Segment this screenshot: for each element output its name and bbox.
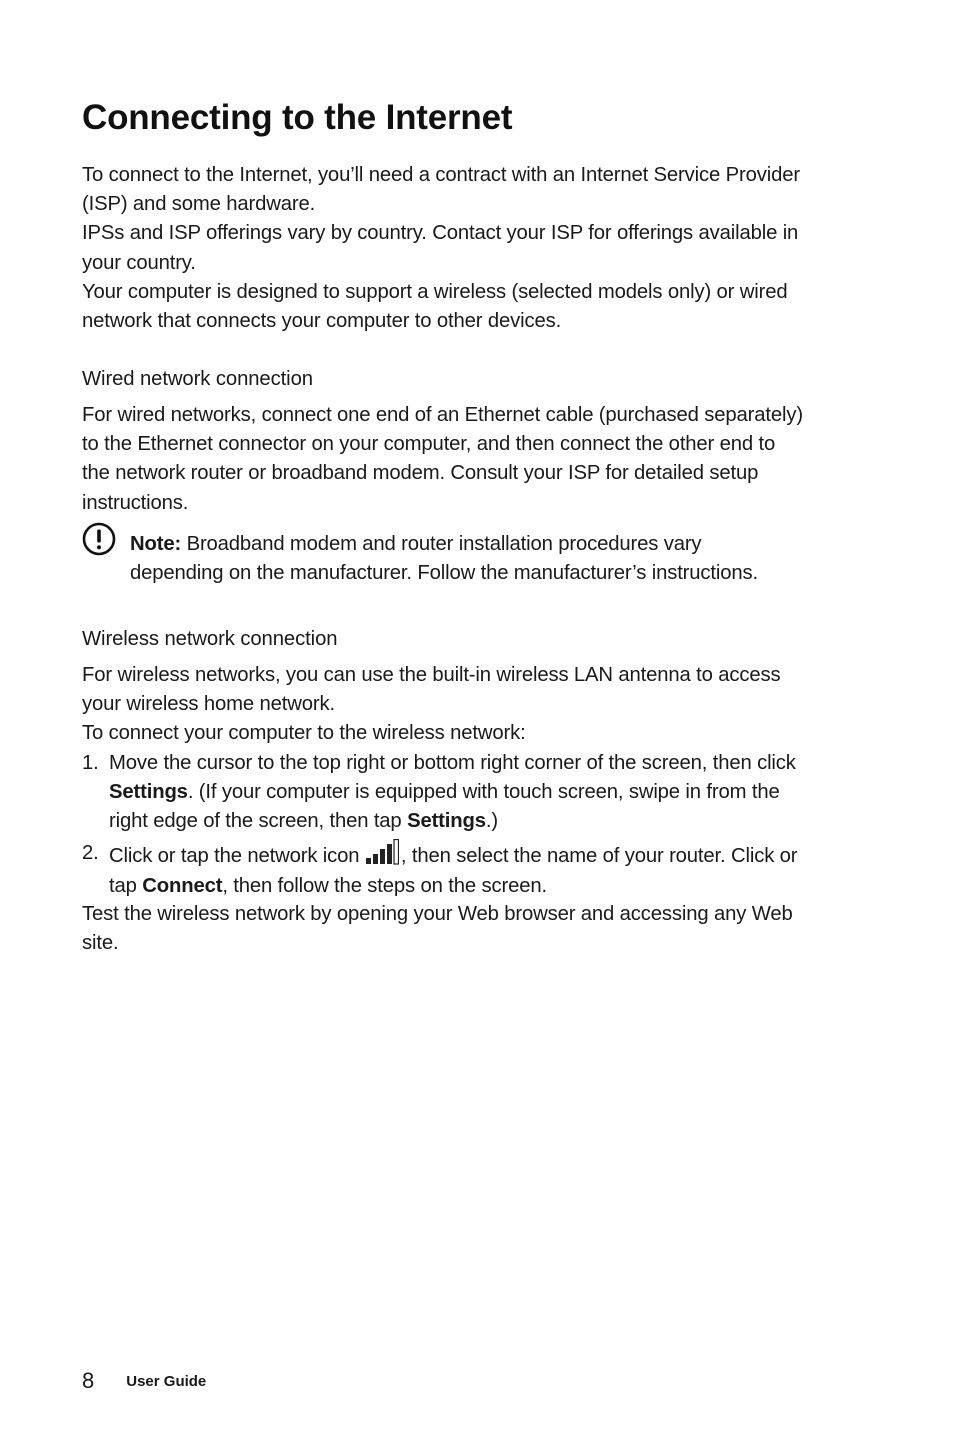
step-body	[109, 749, 796, 837]
step-line	[109, 807, 796, 836]
wireless-heading: Wireless network connection	[82, 628, 338, 650]
page-title: Connecting to the Internet	[82, 98, 513, 137]
note-text: Broadband modem and router installation procedures vary	[181, 533, 702, 555]
step-text: Click or tap the network icon	[109, 845, 365, 867]
alert-icon	[82, 522, 116, 556]
wired-line: the network router or broadband modem. Consult your ISP for detailed setup	[82, 462, 759, 485]
wired-heading: Wired network connection	[82, 368, 313, 390]
wired-paragraph	[82, 401, 852, 518]
wireless-line: your wireless home network.	[82, 693, 335, 716]
step-number: 1.	[82, 752, 99, 774]
settings-label: Settings	[407, 810, 486, 833]
intro-line: IPSs and ISP offerings vary by country. Contact your ISP for offerings available in	[82, 222, 799, 245]
note-line: depending on the manufacturer. Follow the manufacturer’s instructions.	[130, 562, 758, 585]
note-box	[130, 530, 758, 588]
step-line	[109, 839, 797, 872]
closing-paragraph	[82, 900, 852, 958]
step-text: right edge of the screen, then tap	[109, 810, 408, 833]
footer-doc-title: User Guide	[126, 1373, 207, 1390]
settings-label: Settings	[109, 781, 188, 804]
intro-line: (ISP) and some hardware.	[82, 193, 316, 216]
step-body	[109, 839, 797, 901]
wired-line: instructions.	[82, 491, 189, 514]
connect-label: Connect	[142, 875, 223, 897]
step-text: .)	[485, 810, 498, 833]
step-number: 2.	[82, 842, 99, 864]
step-line	[109, 778, 796, 807]
step-line: Move the cursor to the top right or bottom right corner of the screen, then click	[109, 752, 796, 774]
note-line	[130, 530, 758, 559]
wired-line: to the Ethernet connector on your computer, and then connect the other end to	[82, 433, 776, 456]
step-line	[109, 872, 797, 901]
step-text: , then select the name of your router. Click or	[400, 845, 798, 867]
closing-line: site.	[82, 932, 119, 955]
wireless-line: To connect your computer to the wireless network:	[82, 722, 526, 745]
network-signal-icon	[365, 839, 399, 865]
intro-line: Your computer is designed to support a wireless (selected models only) or wired	[82, 280, 788, 303]
intro-line: your country.	[82, 251, 196, 274]
note-label: Note:	[130, 533, 182, 555]
intro-paragraph	[82, 161, 852, 336]
wireless-paragraph	[82, 661, 852, 749]
step-text: tap	[109, 875, 143, 897]
wireless-line: For wireless networks, you can use the built-in wireless LAN antenna to access	[82, 664, 781, 686]
step-text: , then follow the steps on the screen.	[222, 875, 547, 897]
page-number: 8	[82, 1368, 95, 1393]
step-text: . (If your computer is equipped with touch screen, swipe in from the	[187, 781, 780, 804]
intro-line: network that connects your computer to other devices.	[82, 310, 562, 333]
page-footer	[82, 1368, 206, 1394]
wired-line: For wired networks, connect one end of an Ethernet cable (purchased separately)	[82, 404, 803, 426]
intro-line: To connect to the Internet, you’ll need a contract with an Internet Service Provider	[82, 164, 800, 186]
closing-line: Test the wireless network by opening your Web browser and accessing any Web	[82, 903, 793, 925]
